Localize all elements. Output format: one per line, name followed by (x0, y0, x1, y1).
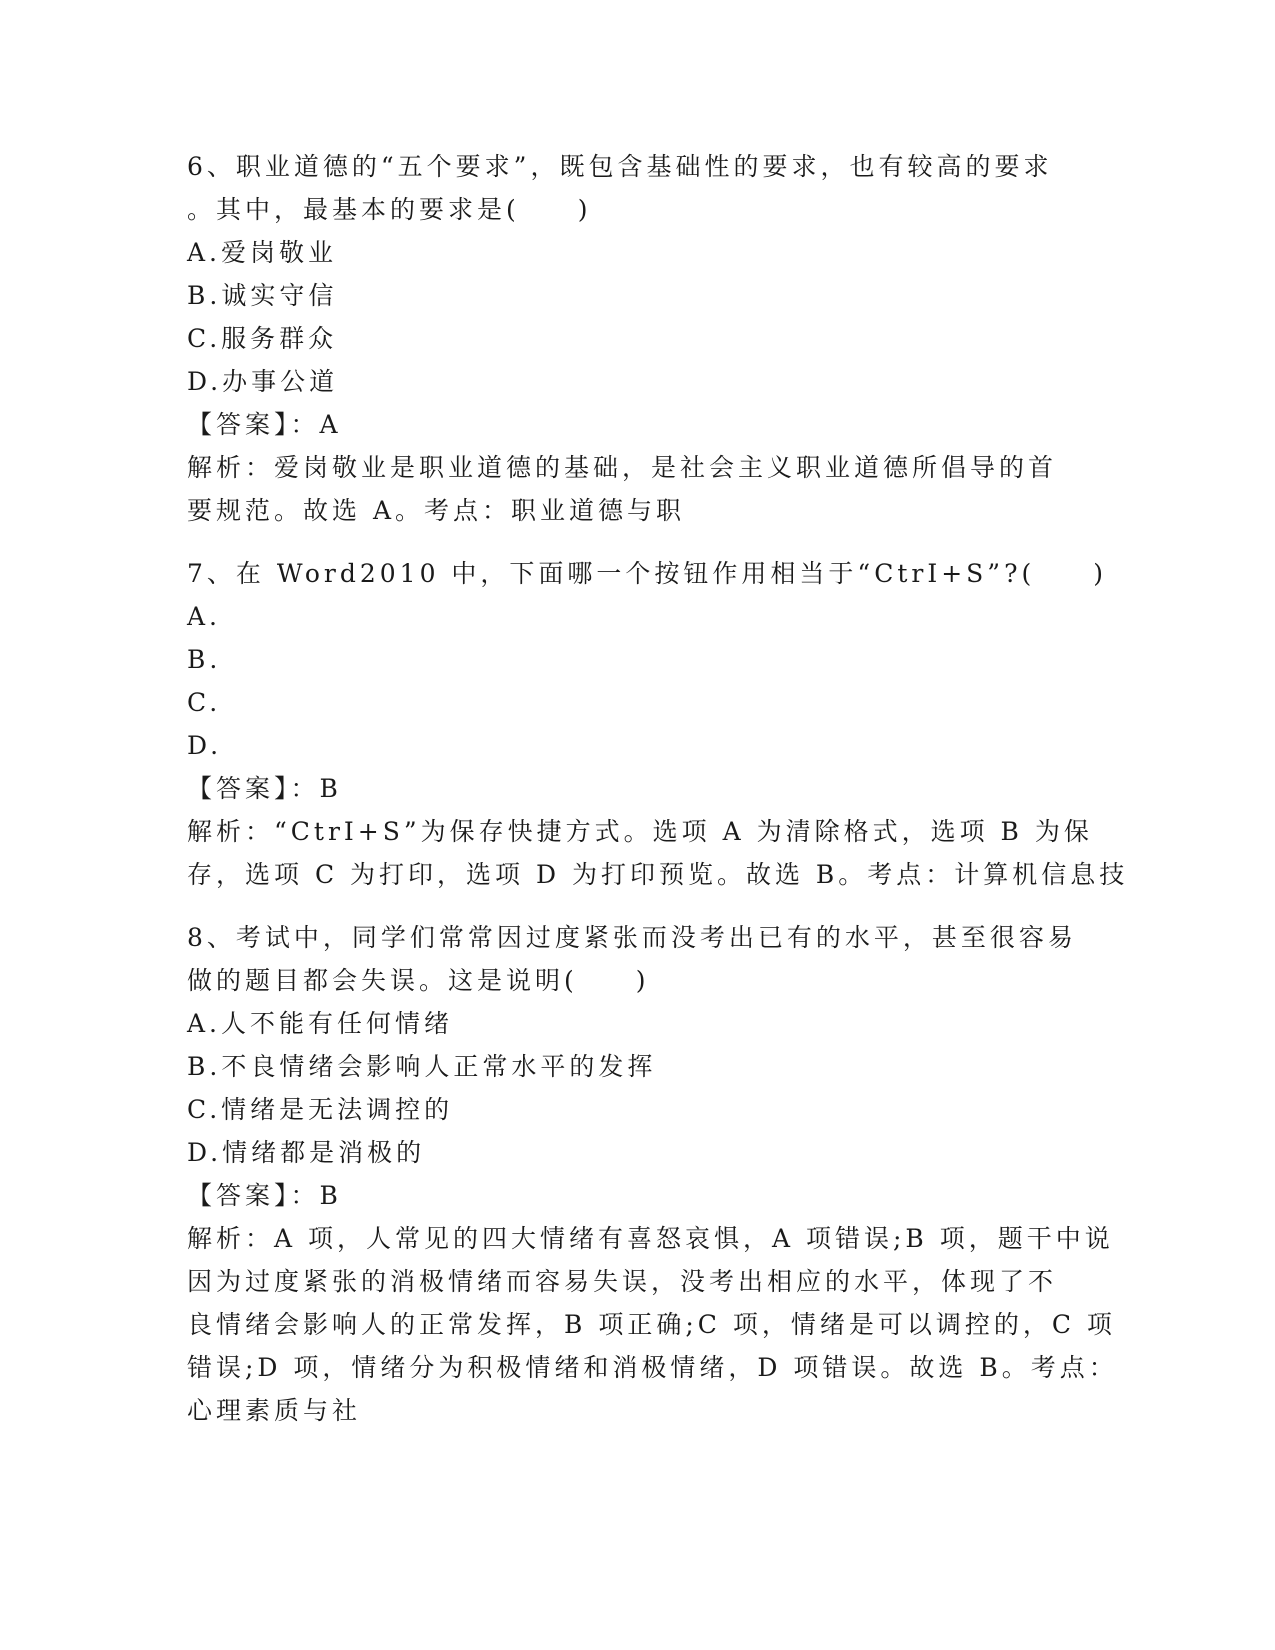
question-stem-line: 7、在 Word2010 中，下面哪一个按钮作用相当于“CtrI+S”?( ) (187, 559, 1107, 588)
option-c: C. (187, 688, 222, 717)
question-6 (187, 145, 1087, 532)
explanation-line: 良情绪会影响人的正常发挥，B 项正确;C 项，情绪是可以调控的，C 项 (187, 1310, 1116, 1339)
explanation-line: 心理素质与社 (187, 1396, 362, 1425)
question-stem-line: 6、职业道德的“五个要求”，既包含基础性的要求，也有较高的要求 (187, 152, 1053, 181)
question-stem-line: 。其中，最基本的要求是( ) (187, 195, 592, 224)
explanation-line: 解析：“CtrI+S”为保存快捷方式。选项 A 为清除格式，选项 B 为保 (187, 817, 1093, 846)
document-page (187, 145, 1129, 1432)
answer: 【答案】：A (187, 410, 342, 439)
question-spacer (187, 532, 1087, 552)
question-7 (187, 552, 1129, 896)
question-stem-line: 做的题目都会失误。这是说明( ) (187, 966, 650, 995)
option-a: A.人不能有任何情绪 (187, 1009, 454, 1038)
question-stem-line: 8、考试中，同学们常常因过度紧张而没考出已有的水平，甚至很容易 (187, 923, 1077, 952)
explanation-line: 存，选项 C 为打印，选项 D 为打印预览。故选 B。考点：计算机信息技 (187, 860, 1129, 889)
question-8 (187, 916, 1118, 1432)
explanation-line: 要规范。故选 A。考点：职业道德与职 (187, 496, 686, 525)
question-spacer (187, 896, 1087, 916)
option-b: B.不良情绪会影响人正常水平的发挥 (187, 1052, 657, 1081)
option-b: B.诚实守信 (187, 281, 338, 310)
option-a: A.爱岗敬业 (187, 238, 338, 267)
explanation-line: 解析：爱岗敬业是职业道德的基础，是社会主义职业道德所倡导的首 (187, 453, 1058, 482)
option-b: B. (187, 645, 222, 674)
answer: 【答案】：B (187, 1181, 342, 1210)
option-a: A. (187, 602, 222, 631)
option-d: D.情绪都是消极的 (187, 1138, 426, 1167)
explanation-line: 错误;D 项，情绪分为积极情绪和消极情绪，D 项错误。故选 B。考点： (187, 1353, 1118, 1382)
answer: 【答案】：B (187, 774, 342, 803)
explanation-line: 因为过度紧张的消极情绪而容易失误，没考出相应的水平，体现了不 (187, 1267, 1058, 1296)
explanation-line: 解析：A 项，人常见的四大情绪有喜怒哀惧，A 项错误;B 项，题干中说 (187, 1224, 1114, 1253)
option-c: C.情绪是无法调控的 (187, 1095, 454, 1124)
option-d: D. (187, 731, 223, 760)
option-d: D.办事公道 (187, 367, 339, 396)
option-c: C.服务群众 (187, 324, 338, 353)
